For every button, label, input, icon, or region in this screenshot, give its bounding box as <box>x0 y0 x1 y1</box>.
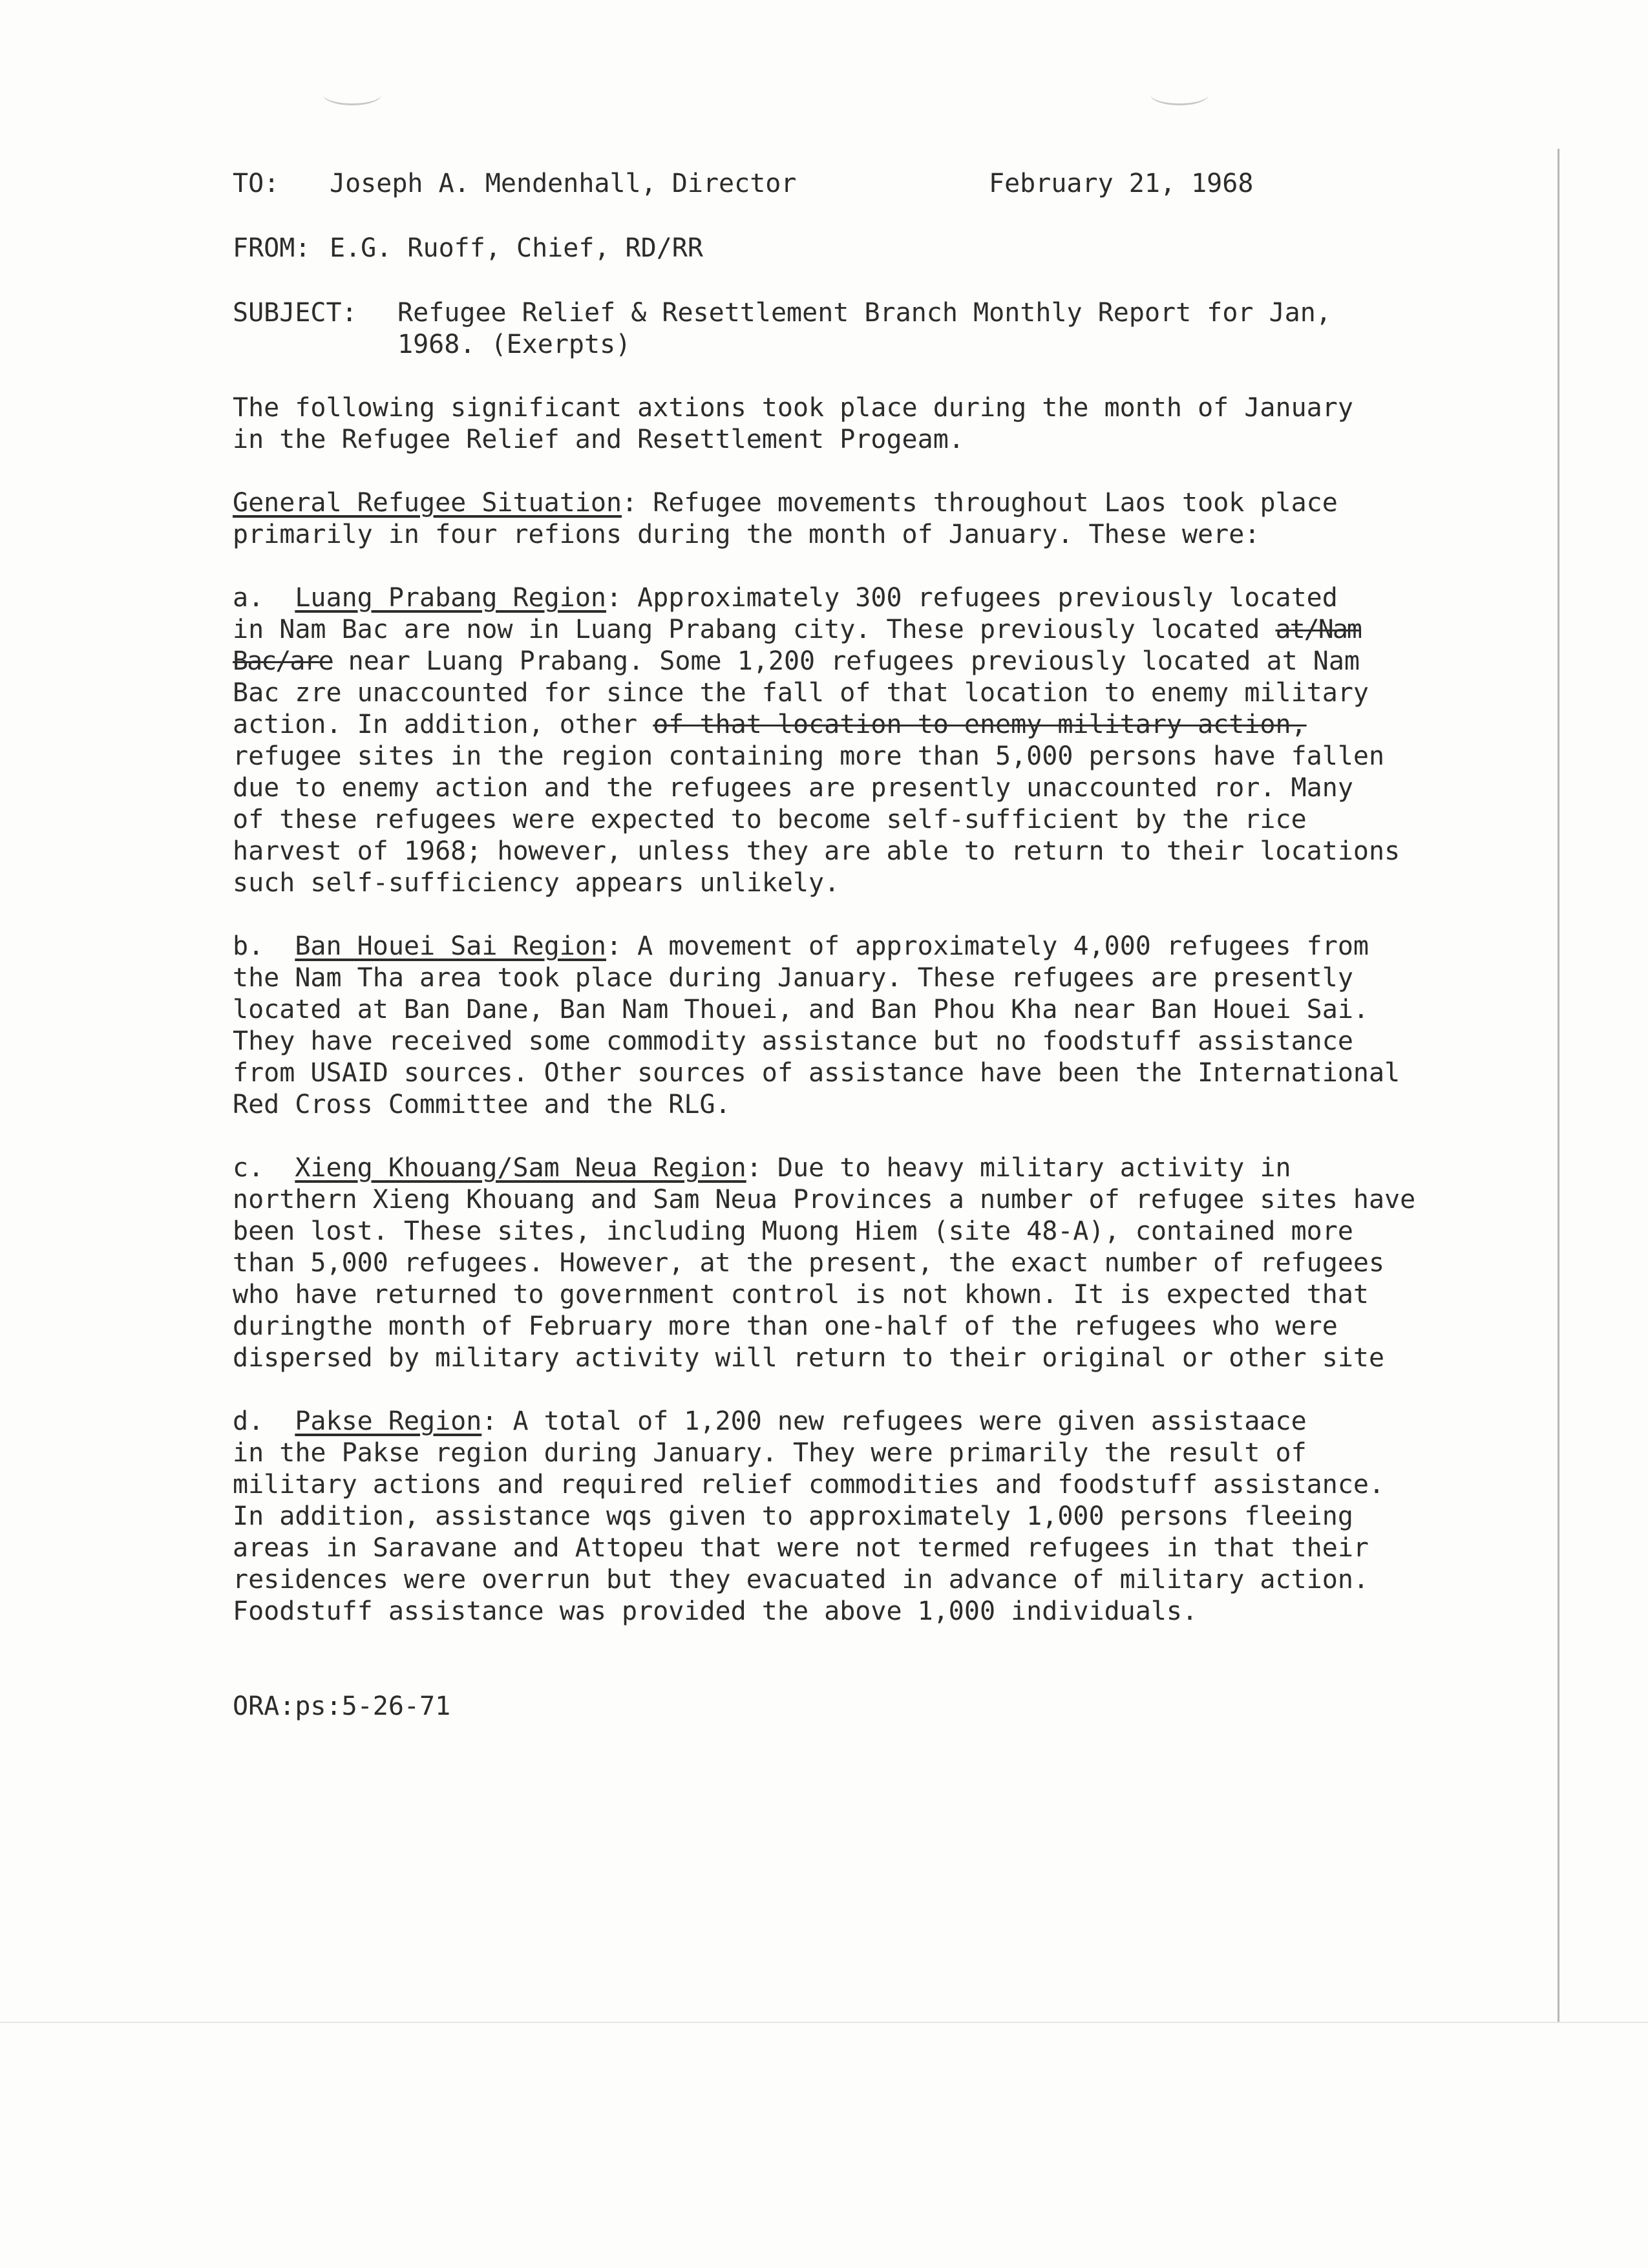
section-d-line-2: in the Pakse region during January. They were primarily the result of <box>233 1438 1307 1468</box>
section-a-line-1: : Approximately 300 refugees previously located <box>606 583 1338 613</box>
punch-hole-mark-left <box>323 84 381 105</box>
punch-hole-mark-right <box>1150 84 1209 105</box>
section-a-line-4: Bac zre unaccounted for since the fall of that location to enemy military <box>233 678 1369 708</box>
section-c-letter: c. <box>233 1153 264 1183</box>
page-edge-right <box>1558 149 1559 2023</box>
section-d-line-5: areas in Saravane and Attopeu that were not termed refugees in that their <box>233 1533 1369 1563</box>
section-d-heading: Pakse Region <box>295 1406 482 1436</box>
from-label: FROM: <box>233 233 311 263</box>
section-a-letter: a. <box>233 583 264 613</box>
section-a-struck-phrase: of that location to enemy military action, <box>653 710 1307 739</box>
section-c-line-2: northern Xieng Khouang and Sam Neua Provinces a number of refugee sites have <box>233 1185 1416 1214</box>
section-c-line-3: been lost. These sites, including Muong Hiem (site 48-A), contained more <box>233 1216 1353 1246</box>
section-d-line-7: Foodstuff assistance was provided the above 1,000 individuals. <box>233 1596 1198 1626</box>
section-b-line-3: located at Ban Dane, Ban Nam Thouei, and Ban Phou Kha near Ban Houei Sai. <box>233 995 1369 1024</box>
section-b-line-6: Red Cross Committee and the RLG. <box>233 1090 731 1119</box>
section-b-line-1: : A movement of approximately 4,000 refugees from <box>606 931 1369 961</box>
intro-line-1: The following significant axtions took place during the month of January <box>233 393 1353 423</box>
memo-date: February 21, 1968 <box>989 169 1254 198</box>
section-d-line-1: : A total of 1,200 new refugees were given assistaace <box>481 1406 1307 1436</box>
section-a-line-9: harvest of 1968; however, unless they are able to return to their locations <box>233 836 1400 866</box>
to-row <box>233 168 1499 207</box>
section-b-line-4: They have received some commodity assistance but no foodstuff assistance <box>233 1026 1353 1056</box>
general-situation-paragraph <box>233 487 1499 551</box>
section-b-letter: b. <box>233 931 264 961</box>
intro-line-2: in the Refugee Relief and Resettlement Progeam. <box>233 425 964 454</box>
reference-code: ORA:ps:5-26-71 <box>233 1691 451 1721</box>
section-b-line-5: from USAID sources. Other sources of assistance have been the International <box>233 1058 1400 1088</box>
section-c-line-5: who have returned to government control is not khown. It is expected that <box>233 1280 1369 1309</box>
section-a-line-6: refugee sites in the region containing more than 5,000 persons have fallen <box>233 741 1385 771</box>
section-a-paragraph <box>233 582 1499 899</box>
page-edge-bottom <box>0 2022 1648 2023</box>
general-text-2: primarily in four refions during the month of January. These were: <box>233 520 1260 549</box>
from-value: E.G. Ruoff, Chief, RD/RR <box>330 233 703 263</box>
subject-text <box>397 297 1499 361</box>
section-d-line-3: military actions and required relief commodities and foodstuff assistance. <box>233 1470 1385 1500</box>
section-d-line-4: In addition, assistance wqs given to approximately 1,000 persons fleeing <box>233 1501 1353 1531</box>
subject-line-2: 1968. (Exerpts) <box>397 330 631 359</box>
section-a-line-2: in Nam Bac are now in Luang Prabang city. These previously located <box>233 615 1276 644</box>
section-b-paragraph <box>233 931 1499 1121</box>
section-b-line-2: the Nam Tha area took place during January. These refugees are presently <box>233 963 1353 993</box>
section-a-heading: Luang Prabang Region <box>295 583 606 613</box>
section-c-paragraph <box>233 1152 1499 1374</box>
from-row <box>233 233 1499 271</box>
subject-label: SUBJECT: <box>233 298 357 328</box>
subject-row <box>233 297 1499 361</box>
section-c-line-6: duringthe month of February more than one-half of the refugees who were <box>233 1311 1338 1341</box>
subject-line-1: Refugee Relief & Resettlement Branch Monthly Report for Jan, <box>397 298 1331 328</box>
section-a-line-10: such self-sufficiency appears unlikely. <box>233 868 840 898</box>
memo-body <box>233 168 1499 1722</box>
general-situation-heading: General Refugee Situation <box>233 488 622 518</box>
section-a-line-7: due to enemy action and the refugees are presently unaccounted ror. Many <box>233 773 1353 803</box>
to-label: TO: <box>233 169 280 198</box>
section-a-line-5: action. In addition, other <box>233 710 653 739</box>
general-colon: : <box>622 488 638 518</box>
section-d-line-6: residences were overrun but they evacuated in advance of military action. <box>233 1565 1369 1595</box>
section-d-letter: d. <box>233 1406 264 1436</box>
section-a-struck-word-1: at/Nam <box>1275 615 1361 644</box>
section-c-line-4: than 5,000 refugees. However, at the present, the exact number of refugees <box>233 1248 1385 1278</box>
section-c-line-7: dispersed by military activity will return to their original or other site <box>233 1343 1385 1373</box>
intro-paragraph <box>233 392 1499 456</box>
section-b-heading: Ban Houei Sai Region <box>295 931 606 961</box>
section-c-heading: Xieng Khouang/Sam Neua Region <box>295 1153 746 1183</box>
section-d-paragraph <box>233 1406 1499 1627</box>
section-c-line-1: : Due to heavy military activity in <box>746 1153 1291 1183</box>
section-a-struck-word-2: Bac/are <box>233 646 333 676</box>
section-a-line-3: near Luang Prabang. Some 1,200 refugees previously located at Nam <box>332 646 1360 676</box>
general-text-1: Refugee movements throughout Laos took place <box>637 488 1338 518</box>
to-value: Joseph A. Mendenhall, Director <box>330 169 797 198</box>
section-a-line-8: of these refugees were expected to become self-sufficient by the rice <box>233 805 1307 834</box>
